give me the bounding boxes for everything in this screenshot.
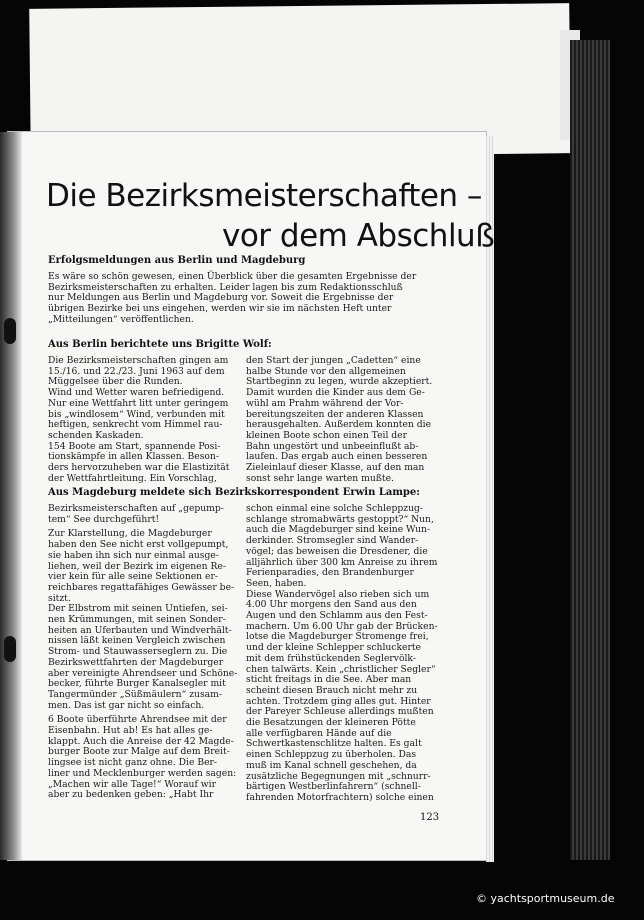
text-line: aber zu bedenken geben: „Habt Ihr xyxy=(48,789,214,801)
page-number: 123 xyxy=(420,812,440,823)
text-line: Strom- und Stauwasserseglern zu. Die xyxy=(48,646,228,658)
text-line: Wind und Wetter waren befriedigend. xyxy=(48,387,225,399)
text-line: Augen und den Schlamm aus den Fest- xyxy=(246,610,428,622)
text-line: halbe Stunde vor den allgemeinen xyxy=(246,365,406,377)
text-line: alle verfügbaren Hände auf die xyxy=(246,727,392,739)
text-line: reichbares regattafähiges Gewässer be- xyxy=(48,581,235,593)
text-line: sitzt. xyxy=(48,592,71,604)
berlin-column-right xyxy=(246,356,438,484)
text-line: lingsee ist nicht ganz ohne. Die Ber- xyxy=(48,757,218,769)
text-line: laufen. Das ergab auch einen besseren xyxy=(246,451,428,463)
text-line: Startbeginn zu legen, wurde akzeptiert. xyxy=(246,376,433,388)
text-line: Bahn ungestört und unbeeinflußt ab- xyxy=(246,440,419,452)
text-line: „Machen wir alle Tage!“ Worauf wir xyxy=(48,778,216,790)
magdeburg-column-left xyxy=(48,504,238,801)
text-line: sticht freitags in die See. Aber man xyxy=(246,674,412,686)
text-line: schenden Kaskaden. xyxy=(48,429,144,441)
text-line: heftigen, senkrecht vom Himmel rau- xyxy=(48,419,223,431)
text-line: Ferienparadies, den Brandenburger xyxy=(246,567,414,579)
text-line: 4.00 Uhr morgens den Sand aus den xyxy=(246,599,417,611)
text-line: lotse die Magdeburger Stromenge frei, xyxy=(246,631,429,643)
binder-hole xyxy=(4,318,16,344)
text-line: Tangermünder „Süßmäulern“ zusam- xyxy=(48,688,222,700)
magdeburg-column-right xyxy=(246,504,438,804)
intro-paragraph xyxy=(48,272,440,326)
copyright-notice: © yachtsportmuseum.de xyxy=(476,892,615,905)
text-line: liner und Mecklenburger werden sagen: xyxy=(48,767,237,779)
text-line: mit dem frühstückenden Seglervölk- xyxy=(246,652,416,664)
binding-edge xyxy=(0,132,22,860)
text-line: klappt. Auch die Anreise der 42 Magde- xyxy=(48,735,234,747)
article-title-line2: vor dem Abschluß xyxy=(222,218,495,254)
text-line: wühl am Prahm während der Vor- xyxy=(246,397,404,409)
text-line: tionskämpfe in allen Klassen. Beson- xyxy=(48,451,219,463)
text-line: bis „windlosem“ Wind, verbunden mit xyxy=(48,408,225,420)
text-line: bärtigen Westberlinfahrern“ (schnell- xyxy=(246,781,421,793)
text-line: Bezirksmeisterschaften zu erhalten. Leider lagen bis zum Redaktionsschluß xyxy=(48,281,403,293)
text-line: Diese Wandervögel also rieben sich um xyxy=(246,588,430,600)
text-line: fahrenden Motorfrachtern) solche einen xyxy=(246,791,434,803)
article-title-line1: Die Bezirksmeisterschaften – xyxy=(46,178,482,214)
text-line: sonst sehr lange warten mußte. xyxy=(246,472,394,484)
text-line: scheint diesen Brauch nicht mehr zu xyxy=(246,684,418,696)
text-line: alljährlich über 300 km Anreise zu ihrem xyxy=(246,556,438,568)
berlin-column-left xyxy=(48,356,238,484)
text-line: übrigen Bezirke bei uns eingehen, werden wir sie im nächsten Heft unter xyxy=(48,303,392,315)
text-line: „Mitteilungen“ veröffentlichen. xyxy=(48,313,194,325)
text-line: kleinen Boote schon einen Teil der xyxy=(246,429,408,441)
page-stack xyxy=(570,40,610,860)
text-line: aber vereinigte Ahrendseer und Schöne- xyxy=(48,667,238,679)
text-line: muß im Kanal schnell geschehen, da xyxy=(246,759,417,771)
text-line: Die Bezirksmeisterschaften gingen am xyxy=(48,355,229,366)
text-line: 154 Boote am Start, spannende Posi- xyxy=(48,440,221,452)
text-line: Müggelsee über die Runden. xyxy=(48,376,183,388)
text-line: nur Meldungen aus Berlin und Magdeburg vor. Soweit die Ergebnisse der xyxy=(48,292,394,304)
text-line: heiten an Uferbauten und Windverhält- xyxy=(48,624,232,636)
text-line: bereitungszeiten der anderen Klassen xyxy=(246,408,424,420)
section-heading: Erfolgsmeldungen aus Berlin und Magdeburg xyxy=(48,255,306,266)
text-line: 15./16. und 22./23. Juni 1963 auf dem xyxy=(48,365,225,377)
text-line: Schwertkastenschlitze halten. Es galt xyxy=(246,738,422,750)
text-line: liehen, weil der Bezirk im eigenen Re- xyxy=(48,560,226,572)
text-line: schlange stromabwärts gestoppt?“ Nun, xyxy=(246,513,434,525)
text-line: sie haben ihn sich nur einmal ausge- xyxy=(48,549,219,561)
text-line: 6 Boote überführte Ahrendsee mit der xyxy=(48,714,227,726)
text-line: derkinder. Stromsegler sind Wander- xyxy=(246,535,419,547)
text-line: Zur Klarstellung, die Magdeburger xyxy=(48,528,212,540)
magdeburg-heading: Aus Magdeburg meldete sich Bezirkskorrespondent Erwin Lampe: xyxy=(48,487,420,498)
text-line: vögel; das beweisen die Dresdener, die xyxy=(246,545,428,557)
text-line: becker, führte Burger Kanalsegler mit xyxy=(48,678,226,690)
text-line: den Start der jungen „Cadetten“ eine xyxy=(246,355,421,366)
text-line: der Pareyer Schleuse allerdings mußten xyxy=(246,706,434,718)
text-line: nissen läßt keinen Vergleich zwischen xyxy=(48,635,226,647)
text-line: und der kleine Schlepper schluckerte xyxy=(246,642,421,654)
text-line: Damit wurden die Kinder aus dem Ge- xyxy=(246,387,425,399)
text-line: Zieleinlauf dieser Klasse, auf den man xyxy=(246,462,425,474)
text-line: machern. Um 6.00 Uhr gab der Brücken- xyxy=(246,620,438,632)
text-line: nen Krümmungen, mit seinen Sonder- xyxy=(48,614,226,626)
text-line: burger Boote zur Malge auf dem Breit- xyxy=(48,746,230,758)
text-line: achten. Trotzdem ging alles gut. Hinter xyxy=(246,695,431,707)
text-line: Seen, haben. xyxy=(246,577,307,589)
text-line: haben den See nicht erst vollgepumpt, xyxy=(48,539,229,551)
berlin-heading: Aus Berlin berichtete uns Brigitte Wolf: xyxy=(48,339,272,350)
text-line: vier kein für alle seine Sektionen er- xyxy=(48,571,218,583)
text-line: der Wettfahrtleitung. Ein Vorschlag, xyxy=(48,472,217,484)
text-line: die Besatzungen der kleineren Pötte xyxy=(246,717,416,729)
text-line: tem“ See durchgeführt! xyxy=(48,513,160,525)
text-line: Bezirkswettfahrten der Magdeburger xyxy=(48,656,224,668)
text-line: Bezirksmeisterschaften auf „gepump- xyxy=(48,503,224,514)
text-line: schon einmal eine solche Schleppzug- xyxy=(246,503,423,514)
text-line: chen talwärts. Kein „christlicher Segler“ xyxy=(246,663,436,675)
text-line: einen Schleppzug zu überholen. Das xyxy=(246,749,417,761)
text-line: Eisenbahn. Hut ab! Es hat alles ge- xyxy=(48,725,213,737)
binder-hole xyxy=(4,636,16,662)
text-line: herausgehalten. Außerdem konnten die xyxy=(246,419,432,431)
text-line: auch die Magdeburger sind keine Wun- xyxy=(246,524,431,536)
text-line: ders hervorzuheben war die Elastizität xyxy=(48,462,230,474)
text-line: men. Das ist gar nicht so einfach. xyxy=(48,699,205,711)
text-line: Der Elbstrom mit seinen Untiefen, sei- xyxy=(48,603,228,615)
text-line: Nur eine Wettfahrt litt unter geringem xyxy=(48,397,229,409)
text-line: zusätzliche Begegnungen mit „schnurr- xyxy=(246,770,431,782)
text-line: Es wäre so schön gewesen, einen Überblick über die gesamten Ergebnisse der xyxy=(48,271,417,282)
